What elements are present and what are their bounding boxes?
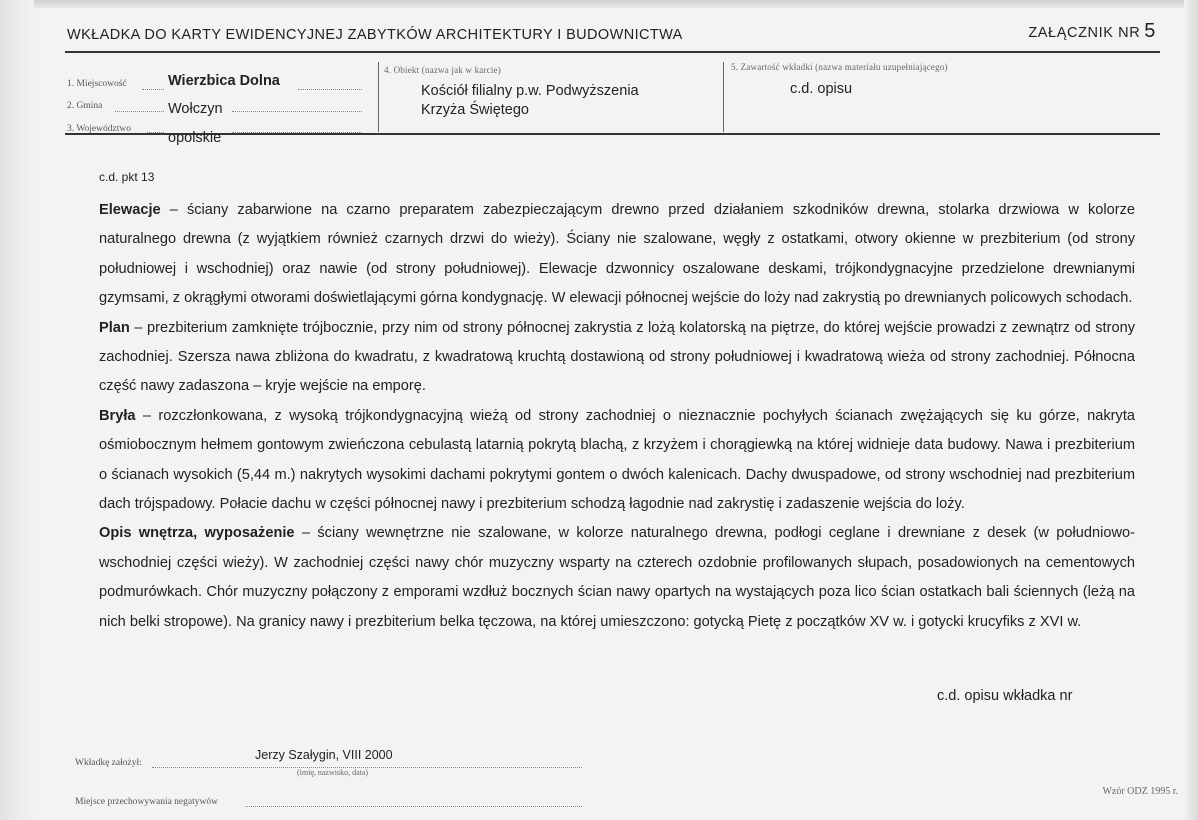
commune-dots-pre (115, 111, 164, 112)
page-edge-left (0, 0, 34, 820)
created-by-value: Jerzy Szałygin, VIII 2000 (255, 748, 393, 762)
commune-value: Wołczyn (168, 101, 223, 117)
description-body (99, 196, 1135, 637)
page-edge-shadow (0, 0, 1198, 8)
form-title: WKŁADKA DO KARTY EWIDENCYJNEJ ZABYTKÓW ARCHITEKTURY I BUDOWNICTWA (67, 27, 683, 43)
contents-label: 5. Zawartość wkładki (nazwa materiału uzupełniającego) (731, 62, 948, 72)
section-text: – ściany zabarwione na czarno preparatem zabezpieczającym drewno przed działaniem szkodników drewna, stolarka drzwiowa w kolorze naturalnego drewna (z wyjątkiem również czarnych drzwi do wieży). Ściany nie szalowane, węgły z ostatkami, otwory okienne w prezbiterium (od strony południowej i wschodniej) oraz nawie (od strony południowej). Elewacje dzwonnicy oszalowane deskami, trójkondygnacyjne przedzielone drewnianymi gzymsami, z okrągłymi otworami doświetlającymi górna kondygnację. W elewacji północnej wejście do loży nad zakrystią po drewnianych policowych schodach. (99, 202, 1135, 307)
negatives-label: Miejsce przechowywania negatywów (75, 797, 218, 807)
section-text: – prezbiterium zamknięte trójbocznie, przy nim od strony północnej zakrystia z lożą kolatorską na piętrze, do której wejście prowadzi z zewnątrz od strony zachodniej. Szersza nawa zbliżona do kwadratu, z kwadratową kruchtą dostawioną od strony południowej i kwadratową wieża od strony zachodniej. Północna część nawy zadaszona – kryje wejście na emporę. (99, 319, 1135, 395)
created-by-caption: (imię, nazwisko, data) (297, 768, 369, 777)
continued-note: c.d. opisu wkładka nr (937, 688, 1073, 704)
section-heading: Elewacje (99, 202, 161, 218)
header-bottom-rule (65, 133, 1160, 135)
object-name-line1: Kościół filialny p.w. Podwyższenia (421, 83, 639, 99)
voivodeship-dots-post (232, 132, 362, 133)
section-text: – ściany wewnętrzne nie szalowane, w kolorze naturalnego drewna, podłogi ceglane i drewniane z desek (w południowo-wschodniej części wieży). W zachodniej części nawy chór muzyczny wsparty na czterech ozdobnie profilowanych słupach, posadowionych na cementowych podmurówkach. Chór muzyczny połączony z emporami wzdłuż bocznych ścian nawy opartych na wystających poza lico ścian ostatkach bali ściennych (leżą na nich belki stropowe). Na granicy nawy i prezbiterium belka tęczowa, na której umieszczono: gotycką Pietę z początków XV w. i gotycki krucyfiks z XVI w. (99, 525, 1136, 630)
column-divider-2 (723, 62, 724, 132)
place-dots-pre (142, 89, 164, 90)
page-edge-right (1184, 0, 1198, 820)
place-dots-post (298, 89, 362, 90)
section-heading: Plan (99, 319, 130, 336)
section-heading: Bryła (99, 407, 136, 424)
header-top-rule (65, 51, 1160, 53)
model-label: Wzór ODZ 1995 r. (1102, 786, 1178, 797)
section-elevations (99, 196, 1135, 314)
contents-value: c.d. opisu (790, 81, 853, 97)
section-heading: Opis wnętrza, wyposażenie (99, 525, 295, 542)
subnote: c.d. pkt 13 (99, 170, 155, 184)
place-value: Wierzbica Dolna (168, 73, 280, 89)
voivodeship-value: opolskie (168, 130, 222, 146)
section-interior (99, 519, 1135, 637)
voivodeship-label: 3. Województwo (67, 124, 131, 134)
negatives-dots (245, 806, 582, 807)
object-name-line2: Krzyża Świętego (421, 102, 529, 118)
commune-dots-post (232, 111, 362, 112)
section-massing (99, 402, 1135, 520)
section-plan (99, 314, 1135, 402)
column-divider-1 (378, 62, 379, 132)
annex-label-text: ZAŁĄCZNIK NR (1028, 25, 1141, 41)
section-text: – rozczłonkowana, z wysoką trójkondygnacyjną wieżą od strony zachodniej o nieznacznie pochyłych ścianach zwężających się ku górze, nakryta ośmiobocznym hełmem gontowym zwieńczona cebulastą latarnią pokrytą blachą, z krzyżem i chorągiewką na której widnieje data budowy. Nawa i prezbiterium o ścianach wysokich (5,44 m.) nakrytych wysokimi dachami pokrytymi gontem o dwóch kalenicach. Dachy dwuspadowe, od strony wschodniej nad prezbiterium dach trójspadowy. Połacie dachu w części północnej nawy i prezbiterium schodzą łagodnie nad zakrystię i zadaszenie wejścia do loży. (99, 407, 1135, 513)
annex-label (1028, 20, 1156, 43)
commune-label: 2. Gmina (67, 101, 103, 111)
created-by-label: Wkładkę założył: (75, 758, 142, 768)
place-label: 1. Miejscowość (67, 79, 127, 89)
object-label: 4. Obiekt (nazwa jak w karcie) (384, 65, 501, 75)
annex-number: 5 (1144, 20, 1156, 42)
voivodeship-dots-pre (147, 132, 164, 133)
